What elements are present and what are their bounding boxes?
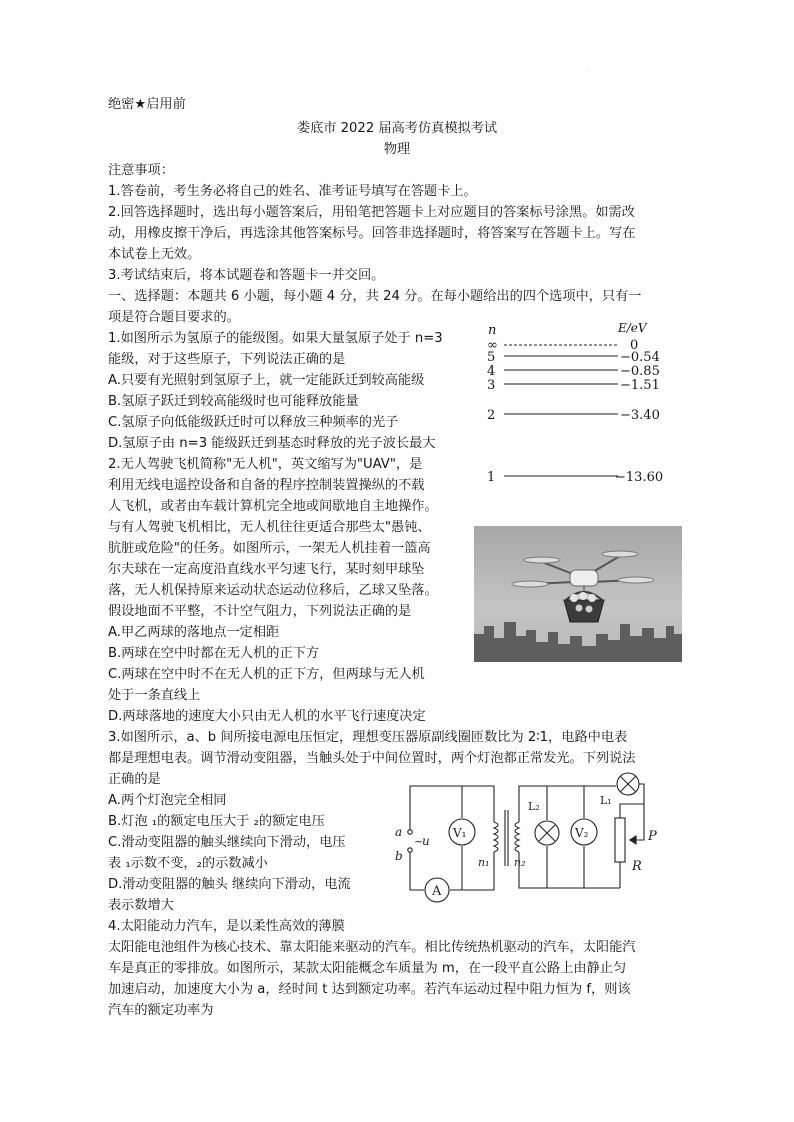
ammeter-label: A xyxy=(432,884,442,899)
wire xyxy=(519,852,620,888)
question-1-option: A.只要有光照射到氢原子上，就一定能跃迁到较高能级 xyxy=(108,373,425,388)
question-2-stem: 与有人驾驶飞机相比，无人机往往更适合那些太"愚钝、 xyxy=(108,520,431,535)
notes-line: 3.考试结束后，将本试题卷和答题卡一并交回。 xyxy=(108,268,385,283)
golf-ball-icon xyxy=(586,606,593,613)
level-n: ∞ xyxy=(487,338,498,353)
question-2-stem: 利用无线电遥控设备和自备的程序控制装置操纵的不载 xyxy=(108,478,425,493)
label-l1: L₁ xyxy=(600,794,612,807)
label-n1: n₁ xyxy=(478,856,490,869)
question-3-option: 表 ₁示数不变，₂的示数减小 xyxy=(108,856,268,871)
section-heading: 项是符合题目要求的。 xyxy=(108,310,240,325)
label-n2: n₂ xyxy=(514,856,526,869)
primary-coil xyxy=(494,822,498,852)
level-n: 1 xyxy=(487,470,496,485)
question-3-option: C.滑动变阻器的触头继续向下滑动，电压 xyxy=(108,835,346,850)
notes-line: 本试卷上无效。 xyxy=(108,247,201,262)
level-n: 3 xyxy=(487,378,496,393)
question-2-stem: 落，无人机保持原来运动状态运动位移后，乙球又坠落。 xyxy=(108,583,438,598)
secondary-coil xyxy=(515,822,519,852)
voltmeter-v1-label: V₁ xyxy=(453,826,467,840)
level-energy: −0.54 xyxy=(620,350,660,365)
drone-body xyxy=(570,570,598,586)
question-1-option: D.氢原子由 n=3 能级跃迁到基态时释放的光子波长最大 xyxy=(108,436,436,451)
corner-mark: . xyxy=(588,66,590,73)
energy-level-diagram xyxy=(470,318,680,490)
question-3-option: B.灯泡 ₁的额定电压大于 ₂的额定电压 xyxy=(108,814,325,829)
notes-line: 2.回答选择题时，选出每小题答案后，用铅笔把答题卡上对应题目的答案标号涂黑。如需改 xyxy=(108,205,635,220)
drone-photo xyxy=(474,526,682,662)
question-4-stem: 车是真正的零排放。如图所示，某款太阳能概念车质量为 m，在一段平直公路上由静止匀 xyxy=(108,961,627,976)
question-1-option: B.氢原子跃迁到较高能级时也可能释放能量 xyxy=(108,394,359,409)
question-3-option: D.滑动变阻器的触头 继续向下滑动，电流 xyxy=(108,877,351,892)
question-1-option: C.氢原子向低能级跃迁时可以释放三种频率的光子 xyxy=(108,415,399,430)
question-2-stem: 人飞机，或者由车载计算机完全地或间歇地自主地操作。 xyxy=(108,499,438,514)
question-2-option: C.两球在空中时不在无人机的正下方，但两球与无人机 xyxy=(108,667,425,682)
label-b: b xyxy=(395,849,403,863)
golf-ball-icon xyxy=(588,594,596,602)
terminal-a xyxy=(408,830,412,834)
question-4-stem: 汽车的额定功率为 xyxy=(108,1003,214,1018)
golf-basket xyxy=(564,600,604,622)
section-heading: 一、选择题：本题共 6 小题，每小题 4 分，共 24 分。在每小题给出的四个选项中，只有一 xyxy=(108,289,642,304)
question-4-stem: 加速启动，加速度大小为 a，经时间 t 达到额定功率。若汽车运动过程中阻力恒为 f，则该 xyxy=(108,982,631,997)
question-1-stem: 能级，对于这些原子，下列说法正确的是 xyxy=(108,352,346,367)
question-2-option: D.两球落地的速度大小只由无人机的水平飞行速度决定 xyxy=(108,709,426,724)
question-2-option: B.两球在空中时都在无人机的正下方 xyxy=(108,646,320,661)
level-energy: 0 xyxy=(630,338,639,353)
label-u: u xyxy=(422,834,430,848)
energy-unit-label: E/eV xyxy=(618,321,647,335)
question-3-option: 表示数增大 xyxy=(108,898,174,913)
level-n: 2 xyxy=(487,408,496,423)
label-r: R xyxy=(632,859,642,874)
level-energy: −0.85 xyxy=(620,364,660,379)
question-4-stem: 4.太阳能动力汽车，是以柔性高效的薄膜 xyxy=(108,919,345,934)
level-n: 4 xyxy=(487,364,496,379)
exam-title: 娄底市 2022 届高考仿真模拟考试 xyxy=(296,121,498,136)
terminal-b xyxy=(408,848,412,852)
slider-arrow-icon xyxy=(630,836,636,844)
energy-n-label: n xyxy=(488,323,497,338)
rotor-icon xyxy=(524,557,560,563)
question-2-stem: 2.无人驾驶飞机简称"无人机"，英文缩写为"UAV"，是 xyxy=(108,457,423,472)
golf-ball-icon xyxy=(570,594,578,602)
question-3-stem: 3.如图所示，a、b 间所接电源电压恒定，理想变压器原副线圈匝数比为 2∶1，电路中电表 xyxy=(108,730,628,745)
rotor-icon xyxy=(512,581,548,587)
question-3-option: A.两个灯泡完全相同 xyxy=(108,793,227,808)
label-p: P xyxy=(648,829,657,844)
question-4-stem: 太阳能电池组件为核心技术、靠太阳能来驱动的汽车。相比传统热机驱动的汽车，太阳能汽 xyxy=(108,940,636,955)
transformer-circuit-diagram xyxy=(392,770,668,908)
question-3-stem: 正确的是 xyxy=(108,772,161,787)
level-energy: −1.51 xyxy=(620,378,660,393)
wire xyxy=(410,852,424,890)
notes-line: 动，用橡皮擦干净后，再选涂其他答案标号。回答非选择题时，将答案写在答题卡上。写在 xyxy=(108,226,636,241)
slider-wire xyxy=(630,804,644,840)
voltmeter-v2-label: V₂ xyxy=(575,826,589,840)
golf-ball-icon xyxy=(576,605,583,612)
question-1-stem: 1.如图所示为氢原子的能级图。如果大量氢原子处于 n=3 xyxy=(108,331,443,346)
rheostat xyxy=(615,818,625,862)
ac-source-symbol: ~ xyxy=(414,835,424,848)
question-2-option: 处于一条直线上 xyxy=(108,688,201,703)
question-2-stem: 肮脏或危险"的任务。如图所示，一架无人机挂着一篮高 xyxy=(108,541,431,556)
question-2-stem: 假设地面不平整，不计空气阻力，下列说法正确的是 xyxy=(108,604,412,619)
level-energy: −3.40 xyxy=(620,408,660,423)
golf-ball-icon xyxy=(579,592,587,600)
notes-line: 1.答卷前，考生务必将自己的姓名、准考证号填写在答题卡上。 xyxy=(108,184,477,199)
question-2-option: A.甲乙两球的落地点一定相距 xyxy=(108,625,280,640)
rotor-icon xyxy=(602,551,638,557)
confidential-mark: 绝密★启用前 xyxy=(108,97,186,112)
question-3-stem: 都是理想电表。调节滑动变阻器，当触头处于中间位置时，两个灯泡都正常发光。下列说法 xyxy=(108,751,636,766)
label-a: a xyxy=(395,825,403,839)
level-n: 5 xyxy=(487,350,496,365)
exam-subject: 物理 xyxy=(383,142,411,157)
level-energy: −13.60 xyxy=(615,470,664,485)
notes-heading: 注意事项： xyxy=(108,163,174,178)
rotor-icon xyxy=(618,577,654,583)
label-l2: L₂ xyxy=(528,800,540,813)
question-2-stem: 尔夫球在一定高度沿直线水平匀速飞行，某时刻甲球坠 xyxy=(108,562,425,577)
